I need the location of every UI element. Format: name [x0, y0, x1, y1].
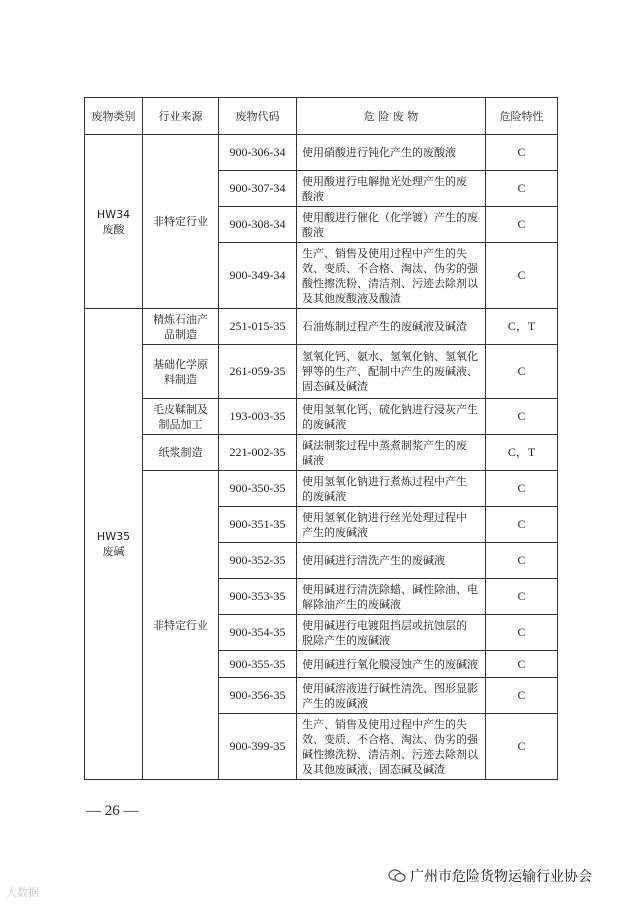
source-cell: 非特定行业 [143, 471, 219, 780]
desc-line: 的废碱液 [302, 417, 346, 431]
code-cell: 900-306-34 [219, 135, 297, 171]
source-line: 品制造 [164, 327, 197, 341]
code-cell: 900-349-34 [219, 243, 297, 309]
source-line: 毛皮鞣制及 [153, 402, 208, 416]
table-row [85, 135, 558, 171]
desc-line: 使用氢氧化钙、硫化钠进行浸灰产生 [302, 402, 478, 416]
code-cell: 900-353-35 [219, 579, 297, 615]
hazard-cell: C [486, 615, 558, 651]
header-hazard: 危险特性 [486, 98, 558, 135]
desc-cell [297, 579, 486, 615]
code-cell: 900-351-35 [219, 507, 297, 543]
watermark-right-text: 广州市危险货物运输行业协会 [410, 869, 592, 885]
hazard-cell: C [486, 678, 558, 714]
source-cell [143, 309, 219, 345]
desc-line: 使用碱进行清洗产生的废碱液 [302, 554, 445, 567]
desc-line: 使用碱进行氧化膜浸蚀产生的废碱液 [302, 657, 478, 671]
desc-line: 效、变质、不合格、淘汰、伪劣的强 [302, 732, 478, 746]
desc-line: 使用碱进行清洗除蜡、碱性除油、电 [302, 582, 478, 596]
code-cell: 900-356-35 [219, 678, 297, 714]
watermark-right [388, 866, 592, 886]
source-line: 精炼石油产 [153, 312, 208, 326]
header-waste: 危 险 废 物 [297, 98, 486, 135]
desc-cell [297, 435, 486, 471]
code-cell: 251-015-35 [219, 309, 297, 345]
hazard-cell: C [486, 579, 558, 615]
source-line: 基础化学原 [153, 357, 208, 371]
table-row [85, 435, 558, 471]
desc-line: 的废碱液 [302, 489, 346, 503]
hazard-cell: C [486, 135, 558, 171]
hazard-cell: C [486, 399, 558, 435]
source-line: 料制造 [164, 372, 197, 386]
source-cell [143, 345, 219, 399]
hazard-cell: C [486, 345, 558, 399]
desc-line: 解除油产生的废碱液 [302, 597, 401, 611]
watermark-left-text: 大数据 [6, 886, 39, 899]
code-cell: 261-059-35 [219, 345, 297, 399]
category-code: HW34 [96, 207, 131, 221]
desc-cell [297, 615, 486, 651]
desc-cell [297, 471, 486, 507]
code-cell: 900-399-35 [219, 714, 297, 780]
code-cell: 900-307-34 [219, 171, 297, 207]
hazard-cell: C [486, 714, 558, 780]
desc-line: 氢氧化钙、氨水、氢氧化钠、氢氧化 [302, 350, 478, 363]
desc-line: 生产、销售及使用过程中产生的失 [302, 246, 467, 260]
desc-line: 使用酸进行催化（化学镀）产生的废 [302, 210, 478, 224]
desc-cell [297, 171, 486, 207]
desc-line: 碱性擦洗粉、清洁剂、污迹去除剂以 [302, 747, 478, 761]
desc-cell [297, 399, 486, 435]
desc-line: 钾等的生产、配制中产生的废碱液、 [302, 365, 478, 378]
category-hw35 [85, 309, 143, 780]
hazard-cell: C [486, 171, 558, 207]
hazard-cell: C，T [486, 309, 558, 345]
desc-cell [297, 243, 486, 309]
source-cell [143, 399, 219, 435]
header-category: 废物类别 [85, 98, 143, 135]
desc-cell [297, 309, 486, 345]
hazard-cell: C [486, 651, 558, 678]
table-row [85, 309, 558, 345]
desc-line: 固态碱及碱渣 [302, 380, 368, 393]
desc-line: 及其他废酸液及酸渣 [302, 291, 401, 305]
category-label: 废碱 [102, 545, 125, 558]
desc-cell [297, 135, 486, 171]
hazard-cell: C，T [486, 435, 558, 471]
page-number: — 26 — [86, 803, 139, 819]
hazardous-waste-table [84, 97, 558, 780]
table-header-row [85, 98, 558, 135]
category-hw34 [85, 135, 143, 309]
source-line: 纸浆制造 [158, 446, 203, 459]
desc-line: 使用氢氧化钠进行丝光处理过程中 [302, 510, 467, 524]
desc-cell [297, 714, 486, 780]
desc-line: 使用硝酸进行钝化产生的废酸液 [302, 146, 456, 159]
code-cell: 900-308-34 [219, 207, 297, 243]
source-cell: 非特定行业 [143, 135, 219, 309]
hazard-cell: C [486, 243, 558, 309]
desc-line: 酸液 [302, 225, 324, 239]
code-cell: 221-002-35 [219, 435, 297, 471]
source-line: 制品加工 [158, 417, 203, 431]
table-row [85, 471, 558, 507]
code-cell: 900-350-35 [219, 471, 297, 507]
desc-cell [297, 678, 486, 714]
desc-line: 酸液 [302, 189, 324, 203]
desc-cell [297, 345, 486, 399]
desc-line: 生产、销售及使用过程中产生的失 [302, 717, 467, 731]
desc-cell [297, 507, 486, 543]
desc-line: 使用碱溶液进行碱性清洗、图形显影 [302, 681, 478, 695]
desc-line: 效、变质、不合格、淘汰、伪劣的强 [302, 261, 478, 275]
desc-line: 酸性擦洗粉、清洁剂、污迹去除剂以 [302, 276, 478, 290]
desc-line: 使用氢氧化钠进行煮炼过程中产生 [302, 474, 467, 488]
desc-line: 石油炼制过程产生的废碱液及碱渣 [302, 320, 467, 333]
category-label: 废酸 [102, 222, 125, 236]
code-cell: 193-003-35 [219, 399, 297, 435]
desc-line: 使用酸进行电解抛光处理产生的废 [302, 174, 467, 188]
desc-line: 使用碱进行电镀阻挡层或抗蚀层的 [302, 618, 467, 632]
hazard-cell: C [486, 507, 558, 543]
desc-line: 脱除产生的废碱液 [302, 633, 390, 647]
source-cell [143, 435, 219, 471]
desc-line: 碱液 [302, 453, 324, 467]
desc-line: 产生的废碱液 [302, 696, 368, 710]
code-cell: 900-354-35 [219, 615, 297, 651]
desc-cell [297, 651, 486, 678]
hazard-cell: C [486, 471, 558, 507]
desc-line: 产生的废碱液 [302, 525, 368, 539]
table-row [85, 345, 558, 399]
desc-cell [297, 543, 486, 579]
code-cell: 900-352-35 [219, 543, 297, 579]
watermark-left [6, 884, 39, 900]
header-source: 行业来源 [143, 98, 219, 135]
header-code: 废物代码 [219, 98, 297, 135]
desc-line: 碱法制浆过程中蒸煮制浆产生的废 [302, 438, 467, 452]
hazard-cell: C [486, 543, 558, 579]
code-cell: 900-355-35 [219, 651, 297, 678]
desc-cell [297, 207, 486, 243]
desc-line: 及其他废碱液、固态碱及碱渣 [302, 762, 445, 776]
wechat-icon [388, 869, 406, 883]
category-code: HW35 [96, 530, 131, 543]
hazard-cell: C [486, 207, 558, 243]
table-row [85, 399, 558, 435]
